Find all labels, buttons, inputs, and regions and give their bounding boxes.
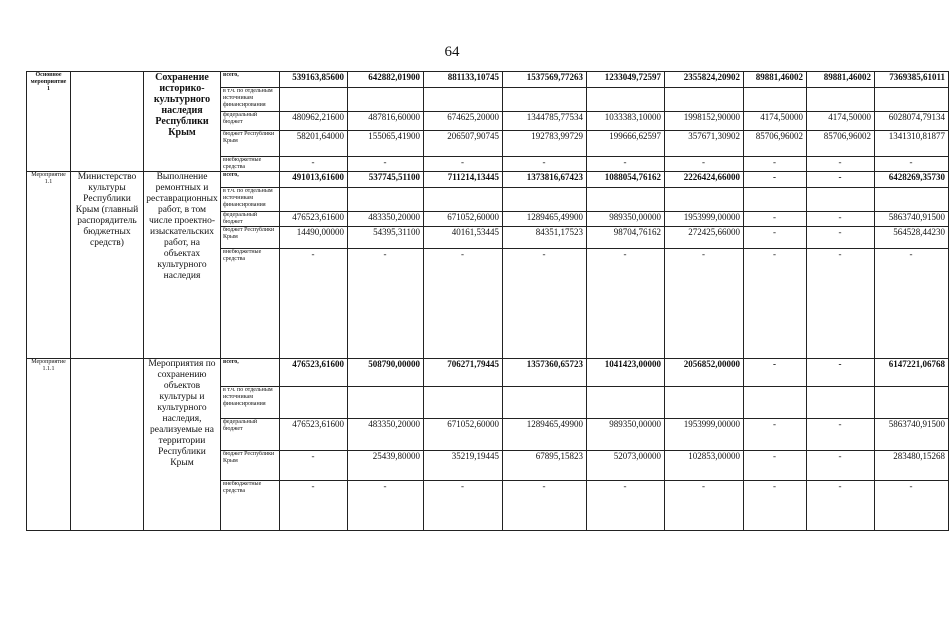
amount-cell: 706271,79445 <box>424 359 503 387</box>
amount-cell: - <box>807 227 875 249</box>
amount-cell: - <box>665 249 744 359</box>
amount-cell: 58201,64000 <box>280 131 348 157</box>
responsible-executor <box>71 72 144 172</box>
amount-cell: 6028074,79134 <box>875 112 949 131</box>
amount-cell: 1041423,00000 <box>587 359 665 387</box>
amount-cell: - <box>807 157 875 172</box>
amount-cell <box>744 188 807 212</box>
amount-cell: - <box>424 481 503 531</box>
amount-cell: - <box>280 249 348 359</box>
table-row <box>27 72 949 88</box>
amount-cell: 1033383,10000 <box>587 112 665 131</box>
amount-cell: - <box>587 157 665 172</box>
amount-cell: 1088054,76162 <box>587 172 665 188</box>
activity-name: Мероприятия по сохранению объектов культуры и культурного наследия, реализуемые на территории Республики Крым <box>144 359 221 531</box>
amount-cell: - <box>807 451 875 481</box>
amount-cell <box>587 88 665 112</box>
amount-cell: 989350,00000 <box>587 212 665 227</box>
amount-cell: - <box>744 419 807 451</box>
amount-cell: 483350,20000 <box>348 419 424 451</box>
amount-cell: - <box>348 481 424 531</box>
amount-cell: 192783,99729 <box>503 131 587 157</box>
funding-source-label: внебюджетные средства <box>221 481 280 531</box>
amount-cell: 2056852,00000 <box>665 359 744 387</box>
amount-cell: - <box>665 157 744 172</box>
amount-cell: 89881,46002 <box>744 72 807 88</box>
amount-cell: 642882,01900 <box>348 72 424 88</box>
amount-cell: 2226424,66000 <box>665 172 744 188</box>
amount-cell <box>424 387 503 419</box>
amount-cell: 89881,46002 <box>807 72 875 88</box>
amount-cell: - <box>807 172 875 188</box>
amount-cell: 54395,31100 <box>348 227 424 249</box>
amount-cell: - <box>807 419 875 451</box>
amount-cell: - <box>744 451 807 481</box>
amount-cell: - <box>744 359 807 387</box>
amount-cell <box>348 188 424 212</box>
amount-cell: 1953999,00000 <box>665 212 744 227</box>
page-number: 64 <box>444 44 460 60</box>
amount-cell <box>280 88 348 112</box>
amount-cell: 674625,20000 <box>424 112 503 131</box>
amount-cell: 1537569,77263 <box>503 72 587 88</box>
amount-cell <box>744 387 807 419</box>
amount-cell: 1289465,49900 <box>503 419 587 451</box>
table-row <box>27 172 949 188</box>
amount-cell <box>424 88 503 112</box>
amount-cell: 564528,44230 <box>875 227 949 249</box>
amount-cell: - <box>744 481 807 531</box>
amount-cell <box>280 188 348 212</box>
activity-name: Сохранение историко-культурного наследия Республики Крым <box>144 72 221 172</box>
amount-cell: - <box>744 249 807 359</box>
amount-cell: 357671,30902 <box>665 131 744 157</box>
amount-cell <box>875 387 949 419</box>
funding-source-label: всего, <box>221 72 280 88</box>
amount-cell <box>587 188 665 212</box>
amount-cell <box>807 88 875 112</box>
amount-cell: - <box>744 212 807 227</box>
amount-cell <box>424 188 503 212</box>
funding-source-label: в т.ч. по отдельным источникам финансирования <box>221 88 280 112</box>
amount-cell <box>280 387 348 419</box>
amount-cell <box>348 387 424 419</box>
amount-cell: 881133,10745 <box>424 72 503 88</box>
funding-source-label: всего, <box>221 172 280 188</box>
amount-cell: 102853,00000 <box>665 451 744 481</box>
amount-cell: 14490,00000 <box>280 227 348 249</box>
amount-cell: 85706,96002 <box>744 131 807 157</box>
amount-cell: 84351,17523 <box>503 227 587 249</box>
amount-cell: - <box>665 481 744 531</box>
amount-cell: 1341310,81877 <box>875 131 949 157</box>
amount-cell: 6428269,35730 <box>875 172 949 188</box>
amount-cell: 537745,51100 <box>348 172 424 188</box>
amount-cell: - <box>807 359 875 387</box>
amount-cell <box>807 188 875 212</box>
amount-cell: 480962,21600 <box>280 112 348 131</box>
amount-cell: 206507,90745 <box>424 131 503 157</box>
funding-source-label: внебюджетные средства <box>221 249 280 359</box>
funding-source-label: в т.ч. по отдельным источникам финансирования <box>221 188 280 212</box>
funding-source-label: внебюджетные средства <box>221 157 280 172</box>
budget-table <box>26 71 949 531</box>
amount-cell: 711214,13445 <box>424 172 503 188</box>
funding-source-label: федеральный бюджет <box>221 419 280 451</box>
amount-cell: 6147221,06768 <box>875 359 949 387</box>
amount-cell: 98704,76162 <box>587 227 665 249</box>
amount-cell: 491013,61600 <box>280 172 348 188</box>
amount-cell: - <box>587 249 665 359</box>
activity-name: Выполнение ремонтных и реставрационных работ, в том числе проектно-изыскательских работ, на объектах культурного наследия <box>144 172 221 359</box>
amount-cell <box>875 188 949 212</box>
amount-cell: 4174,50000 <box>807 112 875 131</box>
amount-cell: - <box>875 157 949 172</box>
amount-cell: 671052,60000 <box>424 419 503 451</box>
funding-source-label: в т.ч. по отдельным источникам финансирования <box>221 387 280 419</box>
amount-cell: 40161,53445 <box>424 227 503 249</box>
amount-cell: - <box>587 481 665 531</box>
amount-cell <box>665 188 744 212</box>
amount-cell: - <box>424 157 503 172</box>
funding-source-label: федеральный бюджет <box>221 112 280 131</box>
amount-cell <box>503 88 587 112</box>
amount-cell: 283480,15268 <box>875 451 949 481</box>
amount-cell <box>587 387 665 419</box>
funding-source-label: федеральный бюджет <box>221 212 280 227</box>
amount-cell <box>665 387 744 419</box>
amount-cell: 483350,20000 <box>348 212 424 227</box>
amount-cell: - <box>280 481 348 531</box>
amount-cell: - <box>503 481 587 531</box>
amount-cell: 1357360,65723 <box>503 359 587 387</box>
amount-cell: - <box>807 249 875 359</box>
amount-cell <box>744 88 807 112</box>
amount-cell: 539163,85600 <box>280 72 348 88</box>
table-row <box>27 359 949 387</box>
amount-cell <box>875 88 949 112</box>
amount-cell: 1953999,00000 <box>665 419 744 451</box>
amount-cell: 508790,00000 <box>348 359 424 387</box>
amount-cell: 4174,50000 <box>744 112 807 131</box>
activity-code: Основное мероприятие 1 <box>27 72 71 172</box>
activity-code: Мероприятие 1.1 <box>27 172 71 359</box>
amount-cell: 7369385,61011 <box>875 72 949 88</box>
responsible-executor <box>71 359 144 531</box>
amount-cell: 155065,41900 <box>348 131 424 157</box>
amount-cell: - <box>280 157 348 172</box>
amount-cell: 52073,00000 <box>587 451 665 481</box>
amount-cell: 487816,60000 <box>348 112 424 131</box>
amount-cell: 67895,15823 <box>503 451 587 481</box>
amount-cell: 25439,80000 <box>348 451 424 481</box>
amount-cell <box>348 88 424 112</box>
amount-cell: - <box>744 172 807 188</box>
amount-cell: - <box>744 157 807 172</box>
amount-cell: - <box>875 481 949 531</box>
amount-cell: 1998152,90000 <box>665 112 744 131</box>
amount-cell: 476523,61600 <box>280 212 348 227</box>
amount-cell: - <box>348 157 424 172</box>
funding-source-label: всего, <box>221 359 280 387</box>
amount-cell: 1233049,72597 <box>587 72 665 88</box>
amount-cell: 85706,96002 <box>807 131 875 157</box>
amount-cell: - <box>348 249 424 359</box>
responsible-executor: Министерство культуры Республики Крым (главный распорядитель бюджетных средств) <box>71 172 144 359</box>
amount-cell: 1373816,67423 <box>503 172 587 188</box>
amount-cell <box>807 387 875 419</box>
amount-cell <box>503 188 587 212</box>
funding-source-label: бюджет Республики Крым <box>221 451 280 481</box>
funding-source-label: бюджет Республики Крым <box>221 227 280 249</box>
amount-cell: 199666,62597 <box>587 131 665 157</box>
amount-cell: 671052,60000 <box>424 212 503 227</box>
amount-cell: 1289465,49900 <box>503 212 587 227</box>
amount-cell: 35219,19445 <box>424 451 503 481</box>
amount-cell: - <box>875 249 949 359</box>
amount-cell: 1344785,77534 <box>503 112 587 131</box>
amount-cell: - <box>744 227 807 249</box>
amount-cell <box>665 88 744 112</box>
amount-cell: 989350,00000 <box>587 419 665 451</box>
amount-cell: 2355824,20902 <box>665 72 744 88</box>
amount-cell: - <box>503 157 587 172</box>
amount-cell: - <box>807 212 875 227</box>
activity-code: Мероприятие 1.1.1 <box>27 359 71 531</box>
amount-cell: - <box>280 451 348 481</box>
amount-cell: 476523,61600 <box>280 419 348 451</box>
amount-cell <box>503 387 587 419</box>
amount-cell: 5863740,91500 <box>875 419 949 451</box>
amount-cell: - <box>807 481 875 531</box>
amount-cell: 5863740,91500 <box>875 212 949 227</box>
amount-cell: 476523,61600 <box>280 359 348 387</box>
funding-source-label: бюджет Республики Крым <box>221 131 280 157</box>
amount-cell: - <box>424 249 503 359</box>
amount-cell: - <box>503 249 587 359</box>
amount-cell: 272425,66000 <box>665 227 744 249</box>
